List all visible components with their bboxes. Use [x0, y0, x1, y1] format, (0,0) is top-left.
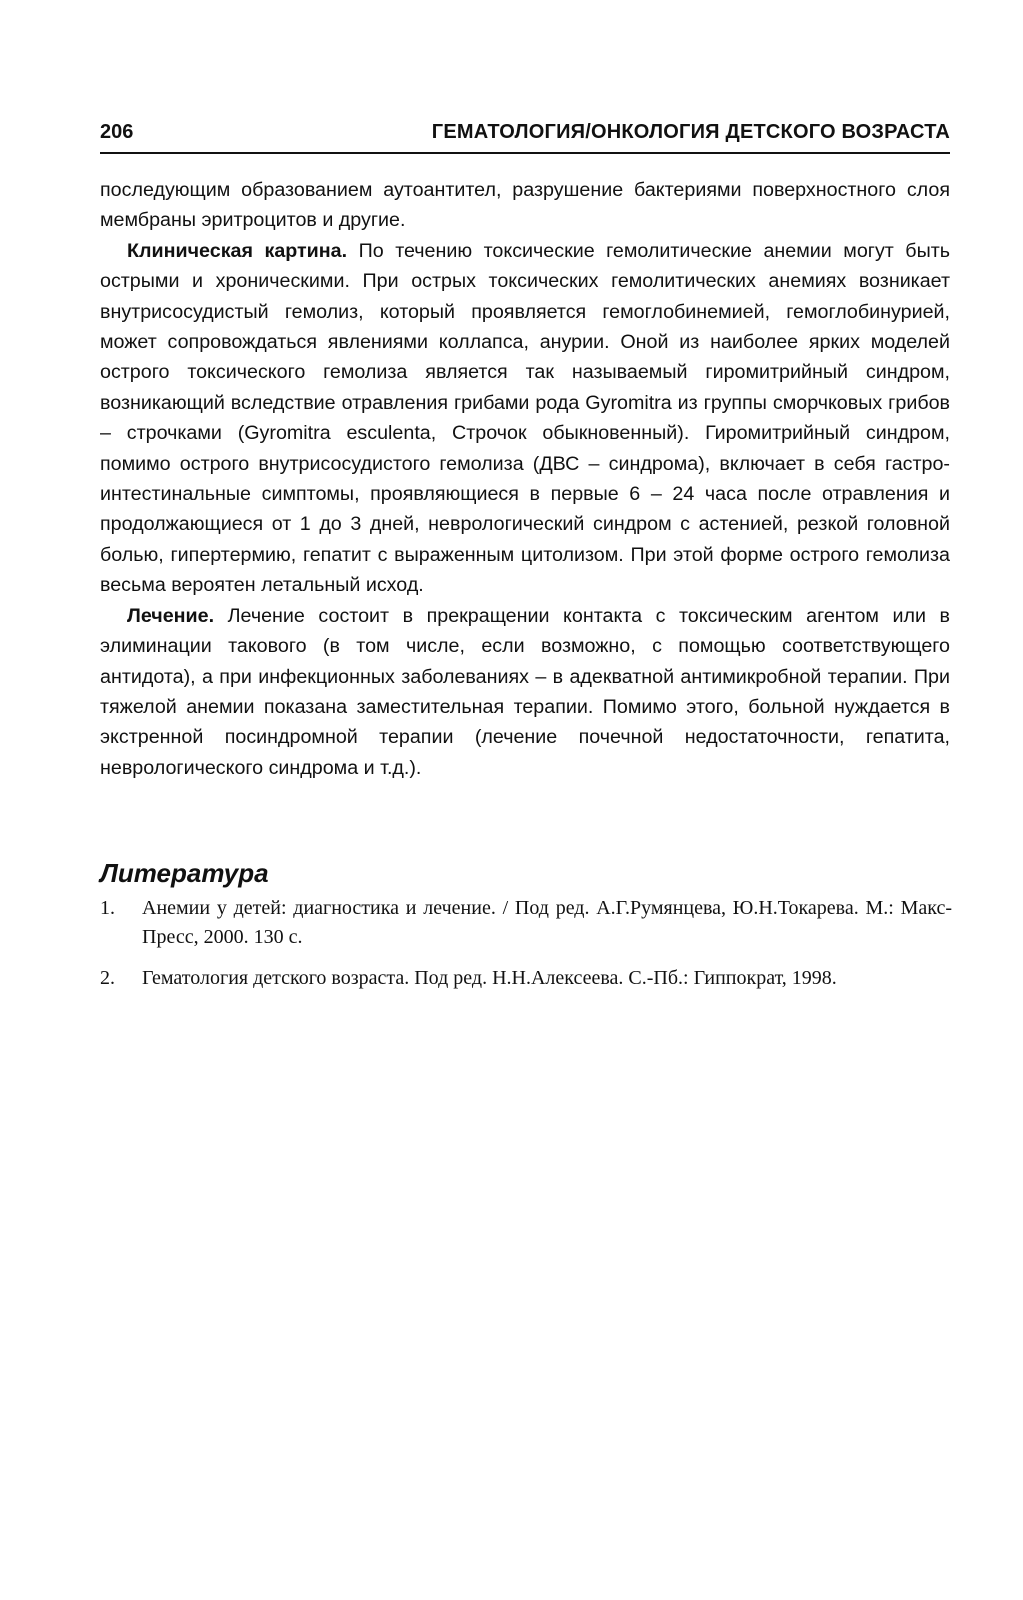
- reference-list: [100, 894, 952, 1005]
- reference-text: Анемии у детей: диагностика и лечение. / Под ред. А.Г.Румянцева, Ю.Н.Токарева. М.: Макс-Пресс, 2000. 130 с.: [142, 897, 952, 948]
- treatment-text: Лечение состоит в прекращении контакта с токсическим агентом или в элиминации такового (в том числе, если возможно, с помощью соответствующего антидота), а при инфекционных заболеваниях – в адекватной антимикробной терапии. При тяжелой анемии показана заместительная терапии. Помимо этого, больной нуждается в экстренной посиндромной терапии (лечение почечной недостаточности, гепатита, неврологического синдрома и т.д.).: [100, 604, 950, 779]
- running-title: ГЕМАТОЛОГИЯ/ОНКОЛОГИЯ ДЕТСКОГО ВОЗРАСТА: [431, 121, 950, 143]
- reference-item: [100, 894, 952, 952]
- literature-heading: Литература: [100, 858, 269, 888]
- treatment-heading: Лечение.: [127, 604, 215, 627]
- reference-text: Гематология детского возраста. Под ред. Н.Н.Алексеева. С.-Пб.: Гиппократ, 1998.: [142, 967, 837, 989]
- page-number: 206: [100, 121, 134, 143]
- reference-number: 2.: [100, 967, 115, 989]
- running-header: [100, 118, 950, 154]
- intro-paragraph: последующим образованием аутоантител, разрушение бактериями поверхностного слоя мембраны эритроцитов и другие.: [100, 179, 950, 232]
- reference-item: [100, 964, 952, 993]
- clinical-heading: Клиническая картина.: [127, 239, 348, 262]
- reference-number: 1.: [100, 897, 115, 919]
- clinical-text: По течению токсические гемолитические анемии могут быть острыми и хроническими. При острых токсических гемолитических анемиях возникает внутрисосудистый гемолиз, который проявляется гемоглобинемией, гемоглобинурией, может сопровождаться явлениями коллапса, анурии. Оной из наиболее ярких моделей острого токсического гемолиза является так называемый гиромитрийный синдром, возникающий вследствие отравления грибами рода Gyromitra из группы сморчковых грибов – строчками (Gyromitra esculenta, Строчок обыкновенный). Гиромитрийный синдром, помимо острого внутрисосудистого гемолиза (ДВС – синдрома), включает в себя гастро-интестинальные симптомы, проявляющиеся в первые 6 – 24 часа после отравления и продолжающиеся от 1 до 3 дней, неврологический синдром с астенией, резкой головной болью, гипертермию, гепатит с выраженным цитолизом. При этой форме острого гемолиза весьма вероятен летальный исход.: [100, 239, 950, 597]
- treatment-paragraph: [100, 601, 950, 783]
- clinical-paragraph: [100, 236, 950, 601]
- main-text: [100, 175, 950, 783]
